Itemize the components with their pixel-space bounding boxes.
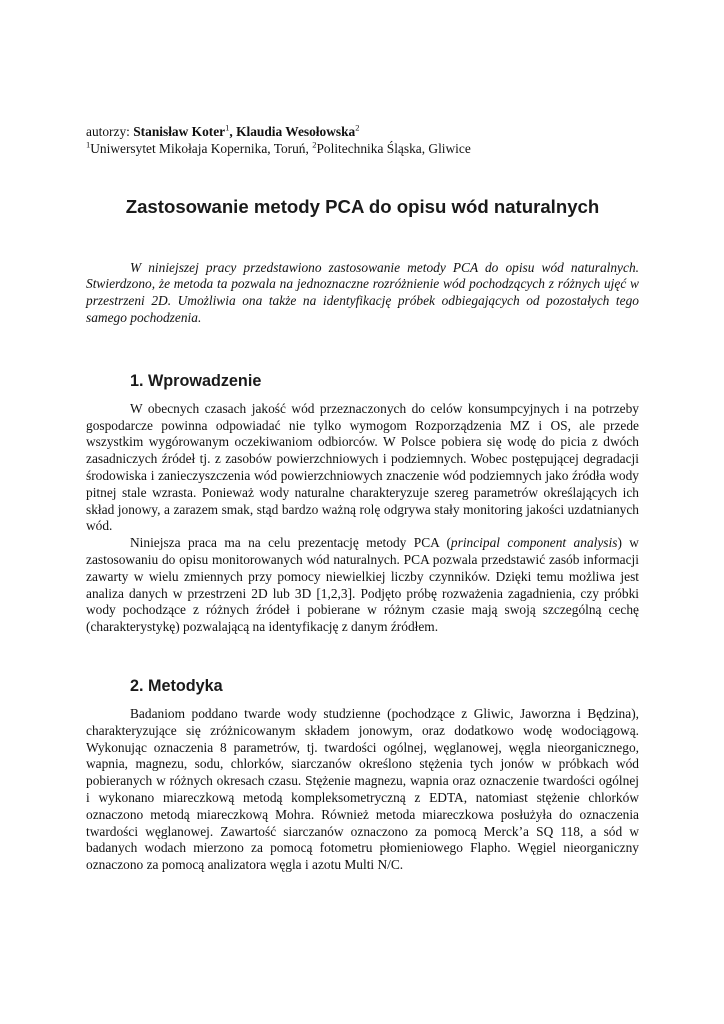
affiliations-line	[86, 141, 639, 158]
section-2-heading: 2. Metodyka	[130, 676, 223, 695]
abstract: W niniejszej pracy przedstawiono zastosowanie metody PCA do opisu wód naturalnych. Stwierdzono, że metoda ta pozwala na jednoznaczne rozróżnienie wód pochodzących z różnych ujęć w przestrzeni 2D. Umożliwia ona także na identyfikację próbek odbiegających od pozostałych tego samego pochodzenia.	[86, 259, 639, 325]
section-1-paragraph-1: W obecnych czasach jakość wód przeznaczonych do celów konsumpcyjnych i na potrzeby gospodarcze powinna odpowiadać nie tylko wymogom Rozporządzenia MZ i OS, ale przede wszystkim wygórowanym oczekiwaniom odbiorców. W Polsce pobiera się wodę do picia z dwóch zasadniczych źródeł tj. z zasobów powierzchniowych i podziemnych. Wobec postępującej degradacji środowiska i zanieczyszczenia wód powierzchniowych znaczenie wód podziemnych jako źródła wody pitnej stale wzrasta. Ponieważ wody naturalne charakteryzuje szereg parametrów określających ich skład jonowy, a zarazem smak, stąd bardzo ważną rolę odgrywa stały monitoring jakości uzdatnianych wód.	[86, 400, 639, 534]
section-1-paragraph-2-end: ) w zastosowaniu do opisu monitorowanych wód naturalnych. PCA pozwala przedstawić zasób informacji zawarty w wielu zmiennych przy pomocy niewielkiej liczby czynników. Dzięki temu możliwa jest analiza danych w przestrzeni 2D lub 3D [1,2,3]. Podjęto próbę rozważenia zagadnienia, czy próbki wody pochodzące z różnych źródeł i pobierane w różnym czasie mają swoją szczególną cechę (charakterystykę) pozwalającą na identyfikację z danym źródłem.	[86, 535, 639, 635]
author-2: Klaudia Wesołowska	[236, 124, 356, 139]
author-1: Stanisław Koter	[133, 124, 226, 139]
affiliation-2: Politechnika Śląska, Gliwice	[316, 140, 471, 156]
section-1-heading: 1. Wprowadzenie	[130, 371, 262, 390]
document-page	[86, 124, 639, 874]
section-1-paragraph-2-start: Niniejsza praca ma na celu prezentację metody PCA (	[130, 535, 451, 551]
affiliation-1-mark: 1	[86, 139, 91, 150]
section-1-paragraph-2	[86, 535, 639, 636]
paper-title: Zastosowanie metody PCA do opisu wód naturalnych	[125, 195, 600, 217]
author-2-affiliation-mark: 2	[355, 122, 360, 133]
section-2-paragraph-1: Badaniom poddano twarde wody studzienne (pochodzące z Gliwic, Jaworzna i Będzina), charakteryzujące się zróżnicowanym składem jonowym, oraz dodatkowo wodę wodociągową. Wykonując oznaczenia 8 parametrów, tj. twardości ogólnej, węglanowej, węgla nieorganicznego, wapnia, magnezu, sodu, chlorków, siarczanów określono stężenia tych jonów w próbkach wód pobieranych w różnych okresach czasu. Stężenie magnezu, wapnia oraz oznaczenie twardości ogólnej i wykonano miareczkową metodą kompleksometryczną z EDTA, natomiast stężenie chlorków oznaczono metodą miareczkową Mohra. Również metoda miareczkowa posłużyła do oznaczenia twardości węglanowej. Zawartość siarczanów oznaczono za pomocą Merck’a SQ 118, a sód w badanych wodach mierzono za pomocą fotometru płomieniowego Flapho. Węgiel nieorganiczny oznaczono za pomocą analizatora węgla i azotu Multi N/C.	[86, 705, 639, 873]
author-separator: ,	[229, 124, 237, 139]
author-1-affiliation-mark: 1	[225, 122, 230, 133]
authors-line	[86, 124, 639, 141]
affiliation-1: Uniwersytet Mikołaja Kopernika, Toruń,	[90, 140, 313, 156]
authors-prefix: autorzy:	[86, 124, 134, 139]
affiliation-2-mark: 2	[312, 139, 317, 150]
section-1-paragraph-2-term: principal component analysis	[450, 535, 618, 551]
